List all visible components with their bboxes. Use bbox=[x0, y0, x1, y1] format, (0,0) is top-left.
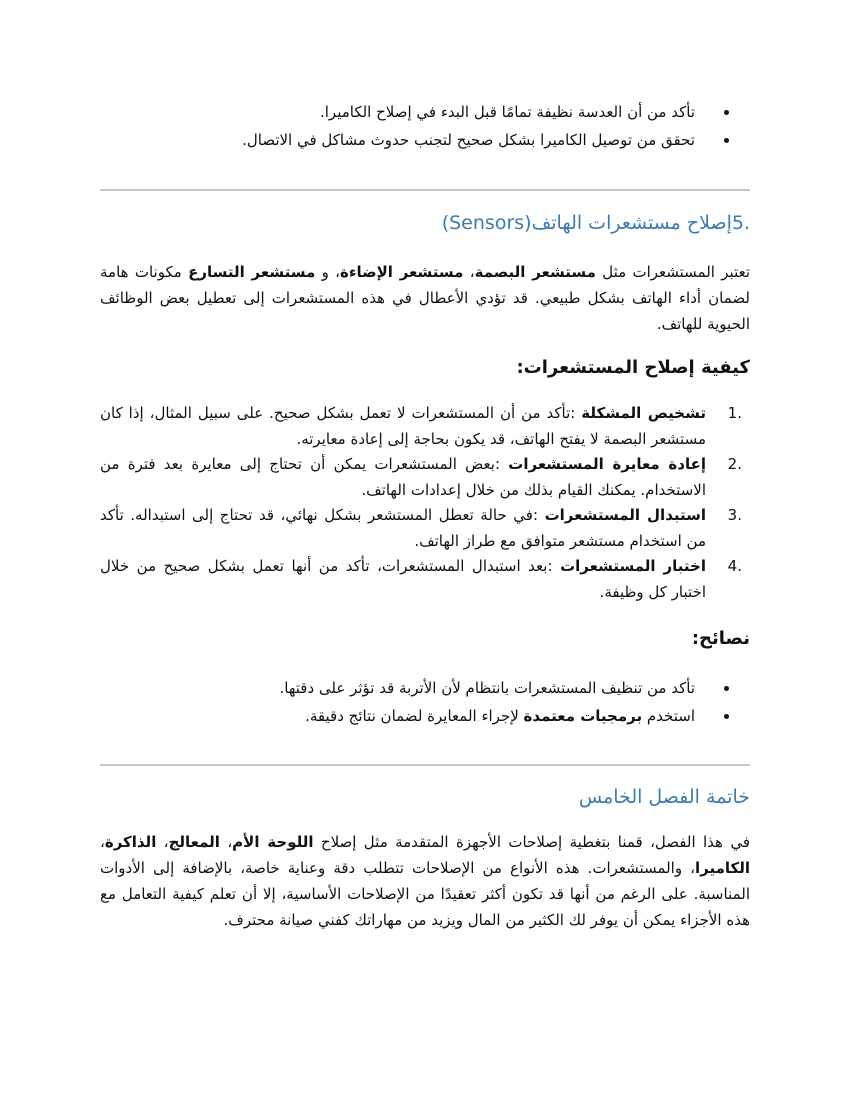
step-number: .2 bbox=[727, 455, 742, 473]
conclusion-text: ، bbox=[156, 833, 169, 851]
step-number: .1 bbox=[727, 404, 742, 422]
conclusion-heading: خاتمة الفصل الخامس bbox=[578, 786, 750, 808]
bold-term: اللوحة الأم bbox=[232, 833, 314, 851]
step-text: :تأكد من أن المستشعرات لا تعمل بشكل صحيح. على سبيل المثال، إذا كان مستشعر البصمة لا يفتح الهاتف، قد يكون بحاجة إلى إعادة معايرته. bbox=[100, 404, 706, 448]
intro-text: تعتبر المستشعرات مثل bbox=[595, 263, 751, 281]
intro-text: ، bbox=[463, 263, 475, 281]
bold-term: الكاميرا bbox=[694, 859, 750, 877]
conclusion-text: ، والمستشعرات. هذه الأنواع من الإصلاحات تتطلب دقة وعناية خاصة، بالإضافة إلى الأدوات المناسبة. على الرغم من أنها قد تكون أكثر تعقيدًا من الإصلاحات الأساسية، إلا أن تعلم كيفية التعامل مع هذه الأجزاء يمكن أن يوفر لك الكثير من المال ويزيد من مهاراتك كفني صيانة محترف. bbox=[100, 859, 750, 929]
step-label: إعادة معايرة المستشعرات bbox=[508, 455, 706, 473]
step-text: :بعد استبدال المستشعرات، تأكد من أنها تعمل بشكل صحيح من خلال اختبار كل وظيفة. bbox=[100, 557, 706, 601]
conclusion-text: ، bbox=[219, 833, 233, 851]
bold-term: مستشعر الإضاءة bbox=[339, 263, 464, 281]
conclusion-text: ، bbox=[100, 833, 105, 851]
step-number: .3 bbox=[727, 506, 742, 524]
step-text: :في حالة تعطل المستشعر بشكل نهائي، قد تحتاج إلى استبداله. تأكد من استخدام مستشعر متوافق مع طراز الهاتف. bbox=[100, 506, 706, 550]
subheading-how-to-fix: كيفية إصلاح المستشعرات: bbox=[516, 357, 750, 378]
bold-term: مستشعر البصمة bbox=[474, 263, 596, 281]
section-divider bbox=[100, 189, 750, 191]
step-item bbox=[100, 401, 750, 452]
section-divider bbox=[100, 764, 750, 766]
step-item bbox=[100, 503, 750, 554]
conclusion-text: في هذا الفصل، قمنا بتغطية إصلاحات الأجهزة المتقدمة مثل إصلاح bbox=[313, 833, 750, 851]
step-number: .4 bbox=[727, 557, 742, 575]
top-bullet-list-container bbox=[100, 98, 750, 154]
bold-term: برمجيات معتمدة bbox=[523, 707, 643, 725]
bullet-item: تأكد من أن العدسة نظيفة تمامًا قبل البدء في إصلاح الكاميرا. bbox=[100, 98, 750, 126]
steps-list-container bbox=[100, 401, 750, 605]
step-item bbox=[100, 554, 750, 605]
tip-text: لإجراء المعايرة لضمان نتائج دقيقة. bbox=[305, 707, 524, 725]
bullet-item: تحقق من توصيل الكاميرا بشكل صحيح لتجنب حدوث مشاكل في الاتصال. bbox=[100, 126, 750, 154]
bold-term: المعالج bbox=[168, 833, 220, 851]
intro-text: مكونات هامة لضمان أداء الهاتف بشكل طبيعي. قد تؤدي الأعطال في هذه المستشعرات إلى تعطيل بعض الوظائف الحيوية للهاتف. bbox=[100, 263, 750, 333]
intro-text: ، و bbox=[315, 263, 340, 281]
section-heading: .5إصلاح مستشعرات الهاتف(Sensors) bbox=[441, 212, 750, 234]
tip-item: تأكد من تنظيف المستشعرات بانتظام لأن الأتربة قد تؤثر على دقتها. bbox=[100, 674, 750, 702]
tips-list bbox=[100, 674, 750, 730]
top-bullet-list bbox=[100, 98, 750, 154]
bold-term: الذاكرة bbox=[104, 833, 157, 851]
conclusion-paragraph bbox=[100, 829, 750, 933]
step-label: تشخيص المشكلة bbox=[581, 404, 706, 422]
tip-item bbox=[100, 702, 750, 730]
tips-list-container bbox=[100, 674, 750, 730]
tip-text: استخدم bbox=[642, 707, 695, 725]
step-label: استبدال المستشعرات bbox=[544, 506, 706, 524]
step-text: :بعض المستشعرات يمكن أن تحتاج إلى معايرة بعد فترة من الاستخدام. يمكنك القيام بذلك من خلال إعدادات الهاتف. bbox=[100, 455, 706, 499]
section-intro-paragraph bbox=[100, 259, 750, 337]
step-item bbox=[100, 452, 750, 503]
steps-list bbox=[100, 401, 750, 605]
bold-term: مستشعر التسارع bbox=[188, 263, 316, 281]
step-label: اختبار المستشعرات bbox=[560, 557, 706, 575]
subheading-tips: نصائح: bbox=[691, 628, 750, 649]
